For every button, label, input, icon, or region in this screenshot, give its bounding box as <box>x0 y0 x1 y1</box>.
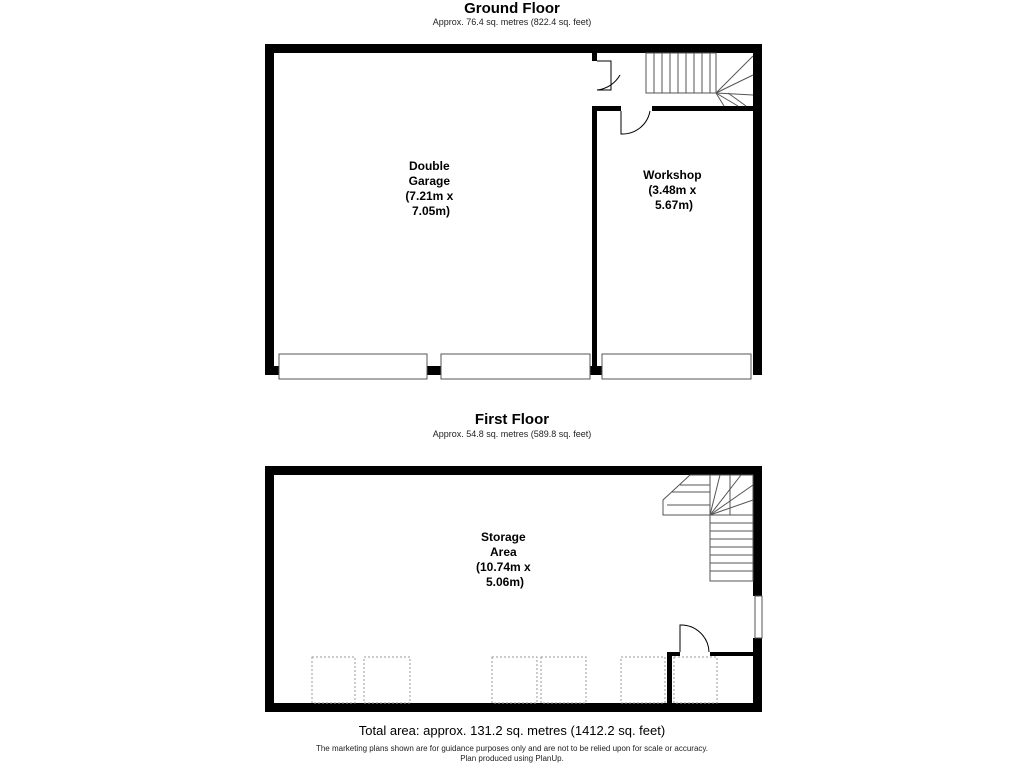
door-swing <box>597 61 620 90</box>
wall <box>652 106 753 111</box>
wall <box>597 106 621 111</box>
wall <box>265 466 274 712</box>
wall <box>592 106 597 375</box>
roof-openings <box>312 657 717 703</box>
room-label-double-garage: Double Garage (7.21m x 7.05m) <box>405 159 454 218</box>
staircase <box>646 53 753 106</box>
wall <box>265 466 762 475</box>
garage-door <box>279 354 427 379</box>
ground-floor-title: Ground Floor <box>464 0 560 17</box>
wall <box>710 652 753 656</box>
wall <box>265 703 762 712</box>
wall <box>265 44 274 375</box>
room-label-workshop: Workshop (3.48m x 5.67m) <box>643 168 702 212</box>
first-floor-plan <box>265 466 762 712</box>
wall <box>753 44 762 375</box>
wall <box>753 466 762 596</box>
wall <box>265 44 762 53</box>
window <box>755 596 762 638</box>
disclaimer: The marketing plans shown are for guidance purposes only and are not to be relied upon for scale or accuracy. <box>315 744 709 753</box>
wall <box>427 366 441 375</box>
staircase <box>663 475 753 581</box>
room-label-storage-area: Storage Area (10.74m x 5.06m) <box>475 530 531 589</box>
garage-door <box>441 354 590 379</box>
credit: Plan produced using PlanUp. <box>460 754 564 763</box>
door-swing <box>680 625 709 652</box>
wall <box>667 652 672 703</box>
wall <box>753 638 762 712</box>
total-area: Total area: approx. 131.2 sq. metres (1412.2 sq. feet) <box>358 723 666 738</box>
ground-floor-plan <box>265 44 762 379</box>
wall <box>592 53 597 61</box>
wall <box>265 366 279 375</box>
ground-floor-area: Approx. 76.4 sq. metres (822.4 sq. feet) <box>432 17 592 27</box>
first-floor-title: First Floor <box>474 411 550 428</box>
door-swing <box>621 111 650 134</box>
garage-door <box>602 354 751 379</box>
wall <box>667 652 680 656</box>
first-floor-area: Approx. 54.8 sq. metres (589.8 sq. feet) <box>432 429 592 439</box>
